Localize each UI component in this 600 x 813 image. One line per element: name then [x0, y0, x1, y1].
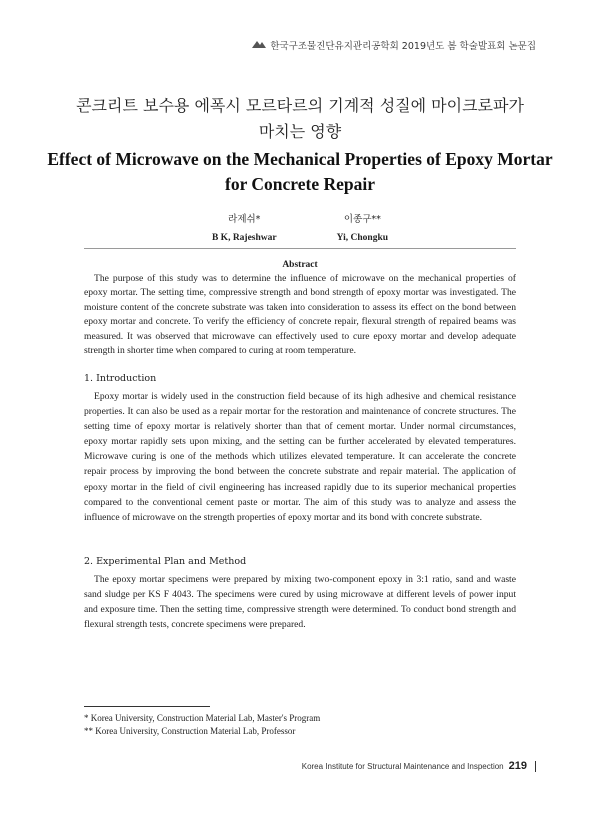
footnote-rule [84, 706, 210, 707]
author-list [0, 211, 600, 247]
english-title-line-2: for Concrete Repair [225, 174, 375, 194]
running-header [252, 38, 536, 52]
author-2-korean-name: 이종구** [343, 214, 381, 225]
english-title [0, 147, 600, 197]
footer-bar [535, 761, 536, 772]
conference-logo-icon [252, 39, 266, 52]
korean-title [0, 93, 600, 145]
section-2-heading: 2. Experimental Plan and Method [84, 556, 247, 567]
section-1-heading: 1. Introduction [84, 373, 157, 384]
author-2-english-name: Yi, Chongku [336, 233, 389, 243]
journal-name: 한국구조물진단유지관리공학회 2019년도 봄 학술발표회 논문집 [270, 41, 536, 52]
page-footer [302, 760, 536, 772]
abstract-divider [84, 248, 516, 249]
footer-institute: Korea Institute for Structural Maintenance and Inspection [301, 761, 504, 771]
korean-title-line-2: 마치는 영향 [258, 122, 342, 141]
english-title-line-1: Effect of Microwave on the Mechanical Properties of Epoxy Mortar [47, 149, 553, 169]
abstract-body: The purpose of this study was to determine the influence of microwave on the mechanical properties of epoxy mortar. The setting time, compressive strength and bond strength of epoxy mortar was investigated. The moisture content of the concrete substrate was taken into consideration to assess its effect on the bond between epoxy mortar and concrete. To verify the efficiency of concrete repair, flexural strength of repaired beams was measured. It was observed that microwave can effectively used to cure epoxy mortar and develop adequate strength in shorter time when compared to curing at room temperature. [84, 273, 516, 357]
footnote-1: * Korea University, Construction Material Lab, Master's Program [84, 713, 321, 723]
abstract-heading: Abstract [282, 260, 318, 270]
section-2-body: The epoxy mortar specimens were prepared by mixing two-component epoxy in 3:1 ratio, sand and waste sand sludge per KS F 4043. The specimens were cured by using microwave at different levels of power input and exposure time. Then the setting time, compressive strength were determined. To conduct bond strength and flexural strength tests, concrete specimens were prepared. [84, 574, 516, 631]
korean-title-line-1: 콘크리트 보수용 에폭시 모르타르의 기계적 성질에 마이크로파가 [76, 96, 524, 115]
author-1-english-name: B K, Rajeshwar [211, 233, 277, 243]
footnote-2: ** Korea University, Construction Material Lab, Professor [84, 726, 296, 736]
page-number: 219 [508, 760, 527, 772]
section-1-body: Epoxy mortar is widely used in the construction field because of its high adhesive and chemical resistance properties. It can also be used as a repair mortar for the restoration and maintenance of concrete structures. The setting time of epoxy mortar is relatively shorter than that of cement mortar. Under normal circumstances, epoxy mortar rapidly sets upon mixing, and the setting can be further accelerated by elevated temperatures. Microwave curing is one of the methods which utilizes elevated temperature. It can accelerate the concrete repair process by improving the bond between the concrete substrate and repair material. The application of epoxy mortar in the field of civil engineering has increased rapidly due to its superior mechanical properties compared to the conventional cement paste or mortar. The aim of this study was to analyze and assess the influence of microwave on the strength properties of epoxy mortar and its bond with concrete substrate. [84, 391, 516, 523]
author-2 [337, 211, 388, 247]
author-1 [212, 211, 277, 247]
author-1-korean-name: 라제쉬* [228, 214, 261, 225]
